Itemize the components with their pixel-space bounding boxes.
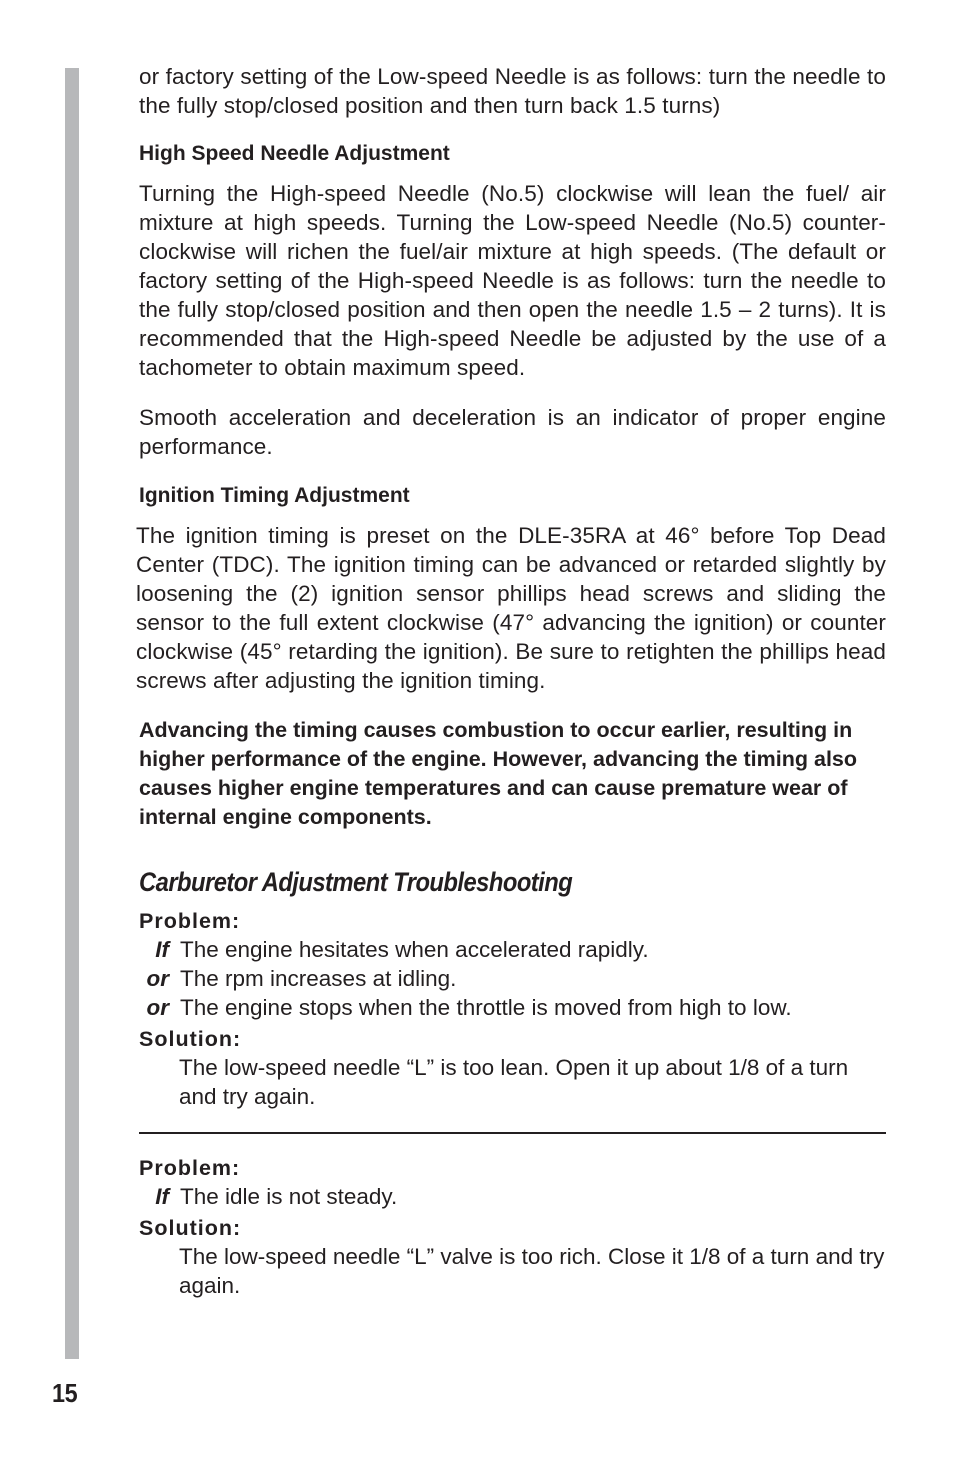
condition-text: The engine hesitates when accelerated rapidly.: [180, 937, 649, 962]
timing-warning: Advancing the timing causes combustion to occur earlier, resulting in higher performance of the engine. However, advancing the timing also causes higher engine temperatures and can cause premature wear of internal engine components.: [139, 718, 858, 829]
solution-label: Solution:: [139, 1027, 242, 1051]
problem-label: Problem:: [139, 1156, 241, 1180]
condition-text: The rpm increases at idling.: [180, 966, 457, 991]
condition-item: [146, 993, 886, 1022]
intro-paragraph: or factory setting of the Low-speed Needle is as follows: turn the needle to the fully stop/closed position and then turn back 1.5 turns): [139, 64, 886, 118]
ignition-heading: Ignition Timing Adjustment: [139, 484, 410, 507]
troubleshooting-title: Carburetor Adjustment Troubleshooting: [139, 867, 573, 897]
condition-text: The engine stops when the throttle is moved from high to low.: [180, 995, 792, 1020]
page-number: 15: [52, 1378, 78, 1408]
solution-text: The low-speed needle “L” is too lean. Open it up about 1/8 of a turn and try again.: [179, 1055, 849, 1109]
condition-list: [146, 935, 886, 1022]
solution-label: Solution:: [139, 1216, 242, 1240]
condition-key: or: [146, 966, 169, 991]
page-content: [136, 62, 886, 1300]
condition-item: [146, 964, 886, 993]
performance-paragraph: Smooth acceleration and deceleration is an indicator of proper engine performance.: [139, 405, 886, 459]
condition-item: [155, 935, 886, 964]
condition-key: If: [155, 937, 169, 962]
high-speed-heading: High Speed Needle Adjustment: [139, 142, 450, 165]
condition-key: If: [155, 1184, 169, 1209]
ignition-paragraph: The ignition timing is preset on the DLE-35RA at 46° before Top Dead Center (TDC). The ignition timing can be advanced or retarded slightly by loosening the (2) ignition sensor phillips head screws and sliding the sensor to the full extent clockwise (47° advancing the ignition) or counter clockwise (45° retarding the ignition). Be sure to retighten the phillips head screws after adjusting the ignition timing.: [136, 523, 886, 693]
condition-key: or: [146, 995, 169, 1020]
sidebar-bar: [65, 68, 79, 1359]
condition-item: [155, 1182, 886, 1211]
condition-list: [155, 1182, 886, 1211]
condition-text: The idle is not steady.: [180, 1184, 398, 1209]
high-speed-paragraph: Turning the High-speed Needle (No.5) clockwise will lean the fuel/ air mixture at high speeds. Turning the Low-speed Needle (No.5) counter-clockwise will richen the fuel/air mixture at high speeds. (The default or factory setting of the High-speed Needle is as follows: turn the needle to the fully stop/closed position and then open the needle 1.5 – 2 turns). It is recommended that the High-speed Needle be adjusted by the use of a tachometer to obtain maximum speed.: [139, 181, 886, 380]
solution-text: The low-speed needle “L” valve is too rich. Close it 1/8 of a turn and try again.: [179, 1244, 885, 1298]
problem-label: Problem:: [139, 909, 241, 933]
